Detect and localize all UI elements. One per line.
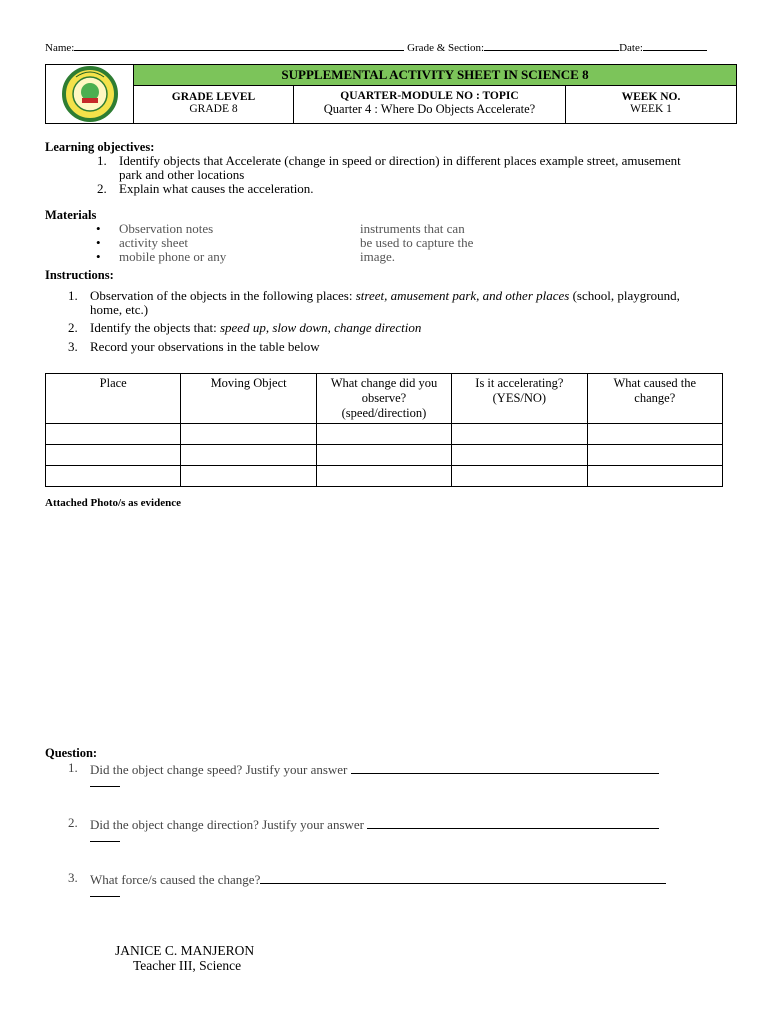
table-cell[interactable] xyxy=(46,466,181,487)
table-cell[interactable] xyxy=(587,466,722,487)
table-cell[interactable] xyxy=(181,466,316,487)
objective-1-text-cont: park and other locations xyxy=(119,167,245,182)
col-header-cause: What caused the change? xyxy=(587,374,722,424)
instruction-1-num: 1. xyxy=(68,288,78,303)
question-1-num: 1. xyxy=(68,760,78,775)
table-cell[interactable] xyxy=(316,466,451,487)
grade-level-value: GRADE 8 xyxy=(189,103,238,115)
name-field[interactable] xyxy=(74,38,404,51)
material-item: • Observation notes xyxy=(96,221,214,236)
table-cell[interactable] xyxy=(181,424,316,445)
question-3: What force/s caused the change? xyxy=(90,870,666,888)
table-cell[interactable] xyxy=(452,466,587,487)
name-label: Name: xyxy=(45,42,75,54)
grade-level-label: GRADE LEVEL xyxy=(171,91,256,103)
table-cell[interactable] xyxy=(181,445,316,466)
signatory-name: JANICE C. MANJERON xyxy=(115,943,255,958)
table-row xyxy=(46,445,723,466)
table-cell[interactable] xyxy=(46,445,181,466)
materials-list xyxy=(96,222,226,264)
objectives-heading: Learning objectives: xyxy=(45,140,155,154)
week-value: WEEK 1 xyxy=(630,103,672,115)
table-header-row xyxy=(46,374,723,424)
table-cell[interactable] xyxy=(46,424,181,445)
date-label: Date: xyxy=(619,42,643,54)
module-value: Quarter 4 : Where Do Objects Accelerate? xyxy=(323,102,536,116)
instructions-heading: Instructions: xyxy=(45,268,114,282)
objective-1-num: 1. xyxy=(97,153,107,168)
question-2-num: 2. xyxy=(68,815,78,830)
answer-line-cont[interactable] xyxy=(90,828,120,842)
module-label: QUARTER-MODULE NO : TOPIC xyxy=(340,90,519,102)
date-field[interactable] xyxy=(643,38,707,51)
material-cont-line: be used to capture the xyxy=(360,235,474,250)
grade-level-cell xyxy=(134,86,294,123)
table-cell[interactable] xyxy=(587,424,722,445)
material-item: • activity sheet xyxy=(96,235,188,250)
col-header-place: Place xyxy=(46,374,181,424)
materials-heading: Materials xyxy=(45,208,97,222)
question-2: Did the object change direction? Justify your answer xyxy=(90,815,659,833)
week-cell xyxy=(566,86,736,123)
question-1: Did the object change speed? Justify your answer xyxy=(90,760,659,778)
grade-section-field[interactable] xyxy=(484,38,619,51)
table-row xyxy=(46,466,723,487)
answer-line[interactable] xyxy=(367,815,659,829)
objective-1-text: Identify objects that Accelerate (change in speed or direction) in different places example street, amusement xyxy=(119,153,681,168)
material-cont-line: instruments that can xyxy=(360,221,465,236)
material-cont-line: image. xyxy=(360,249,396,264)
instruction-1-cont: home, etc.) xyxy=(90,302,149,317)
week-label: WEEK NO. xyxy=(621,91,681,103)
instruction-1: Observation of the objects in the following places: street, amusement park, and other places (school, playground, xyxy=(90,288,680,303)
student-info-line xyxy=(45,38,725,54)
objective-2-text: Explain what causes the acceleration. xyxy=(119,181,314,196)
table-cell[interactable] xyxy=(316,424,451,445)
signatory-title: Teacher III, Science xyxy=(133,958,242,973)
objective-2-num: 2. xyxy=(97,181,107,196)
table-row xyxy=(46,424,723,445)
question-3-num: 3. xyxy=(68,870,78,885)
answer-line[interactable] xyxy=(260,870,666,884)
table-cell[interactable] xyxy=(452,424,587,445)
grade-section-label: Grade & Section: xyxy=(407,42,485,54)
photo-evidence-area[interactable] xyxy=(45,515,723,740)
observation-table xyxy=(45,373,723,487)
school-logo-cell xyxy=(46,65,134,123)
school-logo xyxy=(46,65,134,123)
photo-evidence-label: Attached Photo/s as evidence xyxy=(45,497,181,509)
title-block xyxy=(45,64,737,124)
instruction-3: Record your observations in the table below xyxy=(90,339,320,354)
material-item: • mobile phone or any xyxy=(96,249,227,264)
col-header-change: What change did you observe? (speed/direction) xyxy=(316,374,451,424)
instruction-2: Identify the objects that: speed up, slow down, change direction xyxy=(90,320,422,335)
col-header-moving-object: Moving Object xyxy=(181,374,316,424)
module-cell xyxy=(294,86,566,123)
materials-continued xyxy=(360,222,473,264)
questions-heading: Question: xyxy=(45,746,98,760)
col-header-accelerating: Is it accelerating? (YES/NO) xyxy=(452,374,587,424)
answer-line[interactable] xyxy=(351,760,659,774)
sheet-title: SUPPLEMENTAL ACTIVITY SHEET IN SCIENCE 8 xyxy=(134,65,736,86)
table-cell[interactable] xyxy=(452,445,587,466)
answer-line-cont[interactable] xyxy=(90,883,120,897)
instruction-3-num: 3. xyxy=(68,339,78,354)
answer-line-cont[interactable] xyxy=(90,773,120,787)
table-cell[interactable] xyxy=(316,445,451,466)
instruction-2-num: 2. xyxy=(68,320,78,335)
table-cell[interactable] xyxy=(587,445,722,466)
